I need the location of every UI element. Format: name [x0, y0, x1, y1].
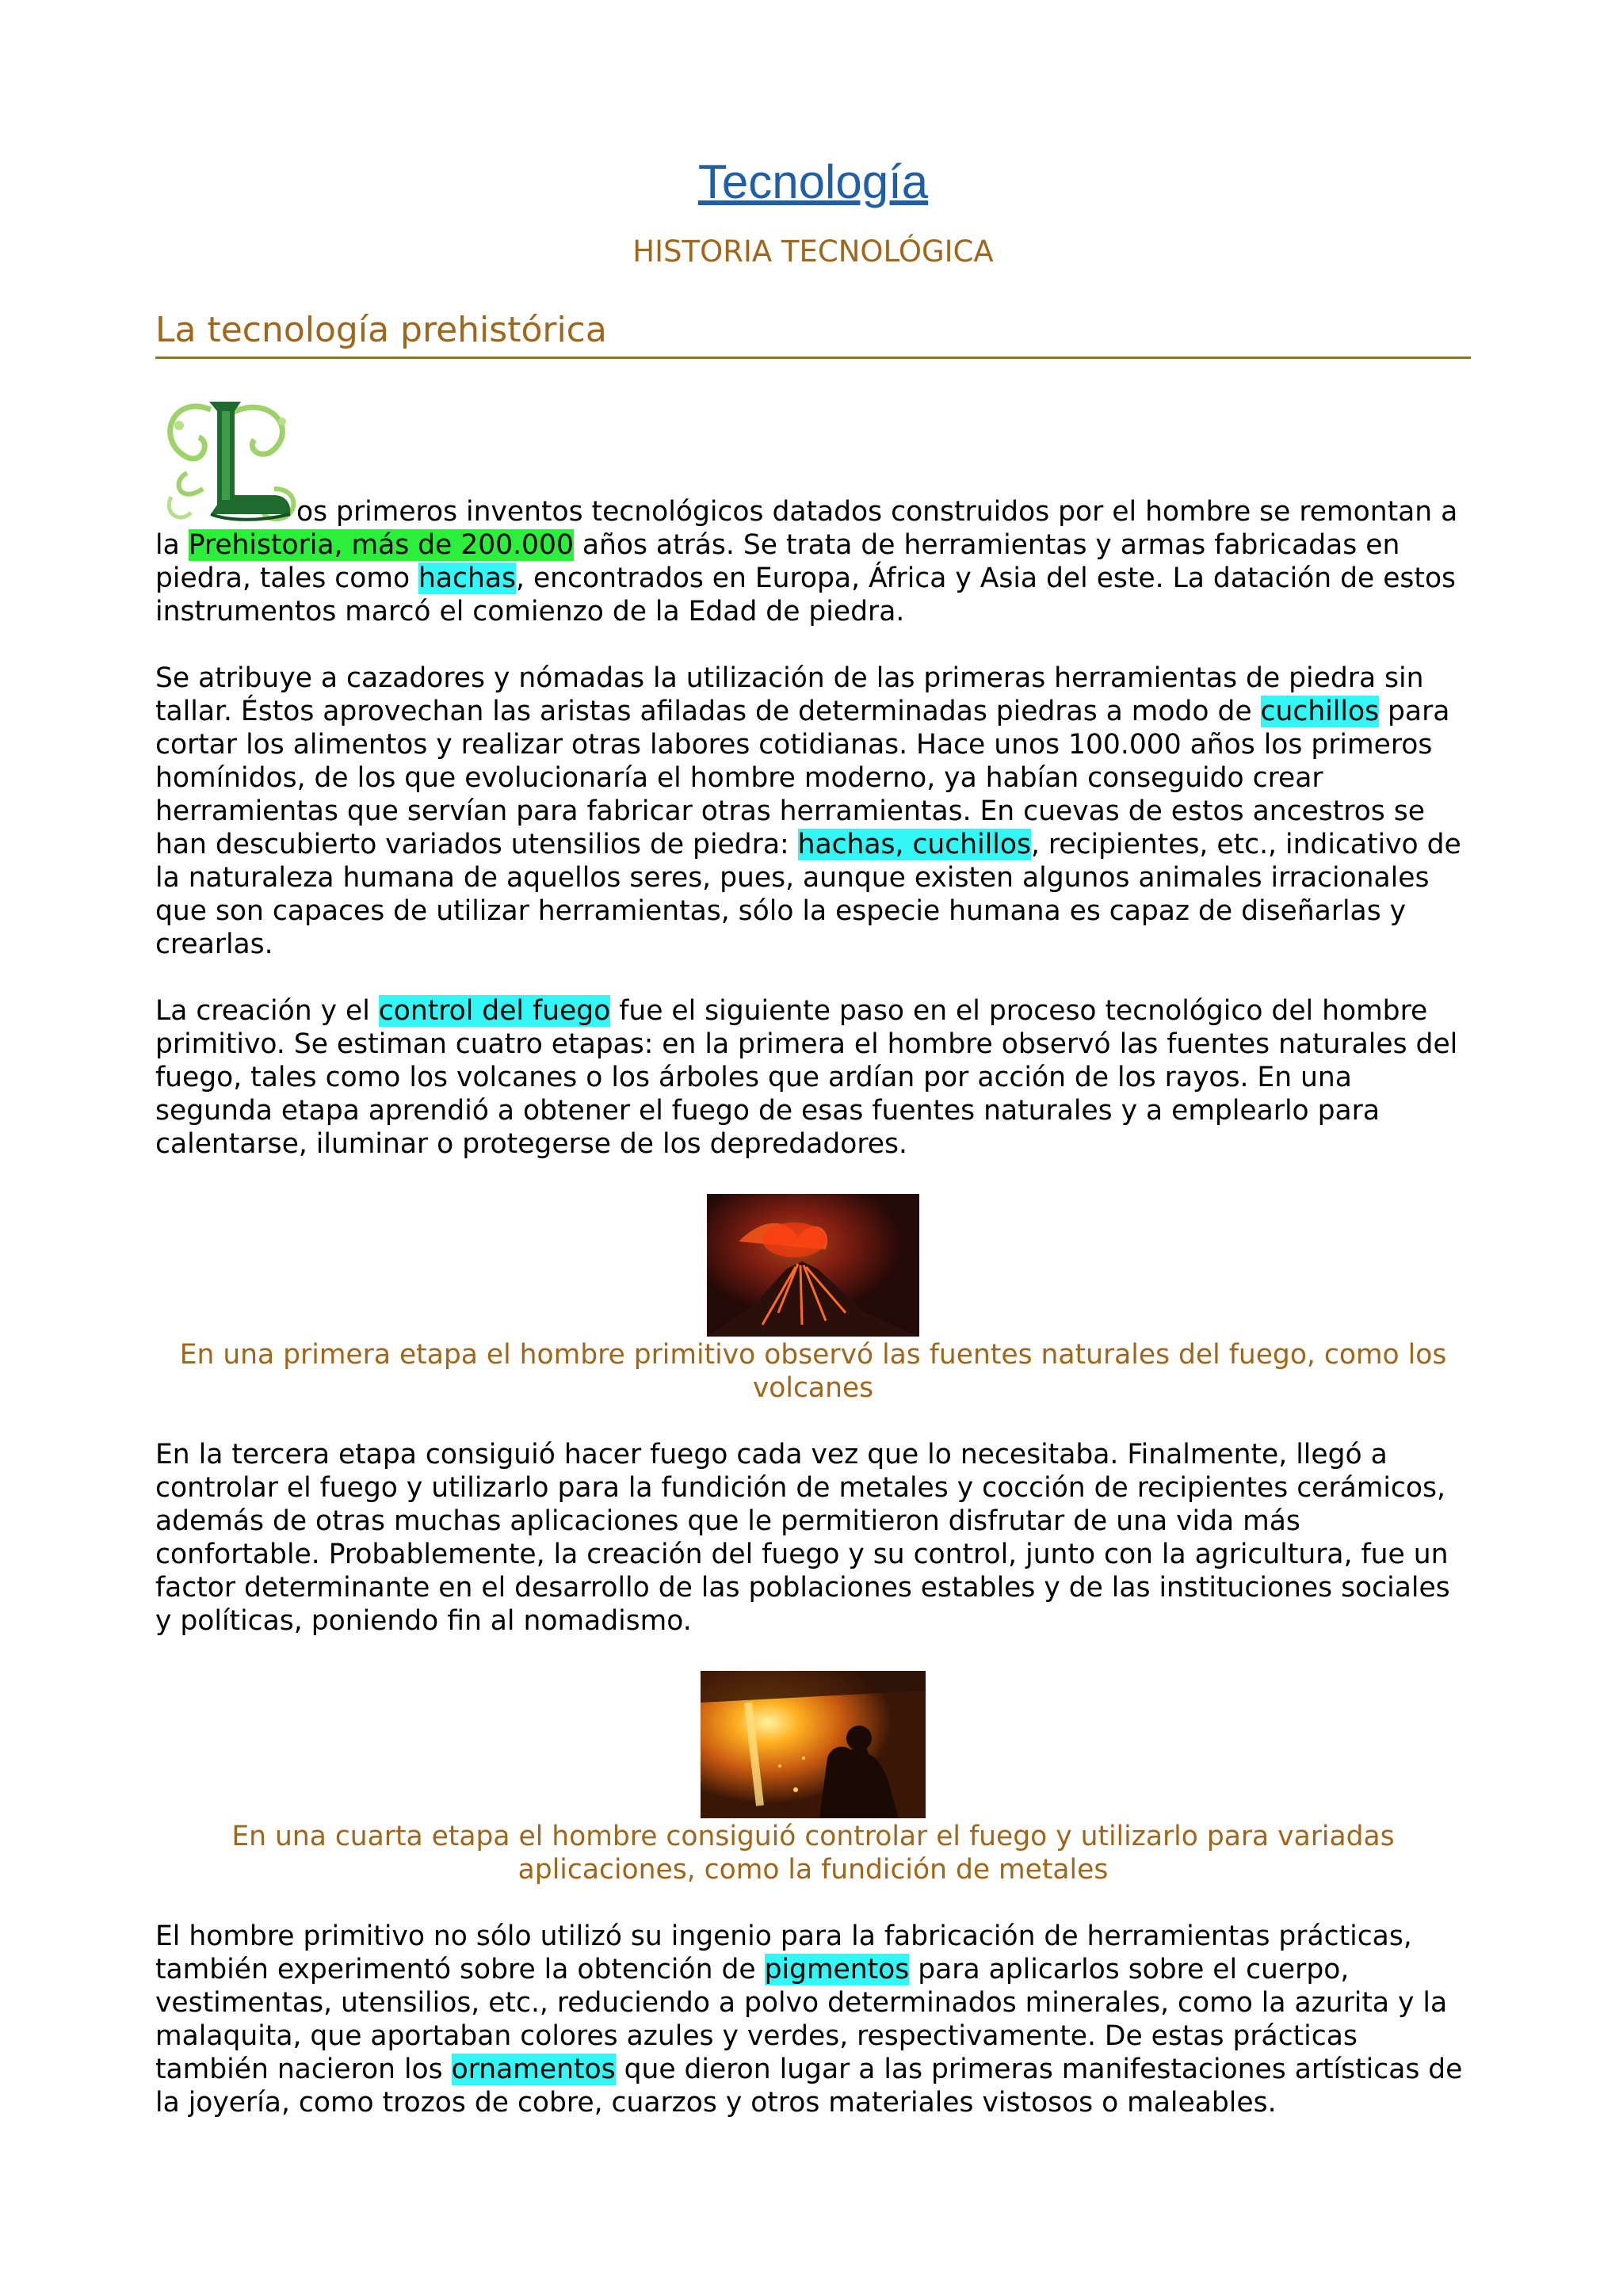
paragraph-1-first-line: os primeros inventos tecnológicos datados construidos por el hombre se remontan a — [296, 496, 1458, 528]
decorative-initial-l-icon — [155, 394, 298, 528]
figure-volcano — [155, 1194, 1471, 1337]
text-run: fue el siguiente paso en el proceso tecnológico del hombre primitivo. Se estiman cuatro etapas: en la primera el hombre observó las fuentes naturales del fuego, tales como los volcanes o los árboles que ardían por acción de los rayos. En una segunda etapa aprendió a obtener el fuego de esas fuentes naturales y a emplearlo para calentarse, iluminar o protegerse de los depredadores. — [155, 995, 1458, 1160]
document-title[interactable]: Tecnología — [697, 155, 929, 208]
text-run: para aplicarlos sobre el cuerpo, vestimentas, utensilios, etc., reduciendo a polvo determinados minerales, como la azurita y la malaquita, que aportaban colores azules y verdes, respectivamente. De estas prácticas también nacieron los — [155, 1954, 1448, 2085]
paragraph-3 — [155, 994, 1471, 1161]
highlight-cyan: pigmentos — [764, 1954, 910, 1985]
text-run: años atrás. Se trata de herramientas y armas fabricadas en piedra, tales como — [155, 529, 1400, 594]
text-run: El hombre primitivo no sólo utilizó su ingenio para la fabricación de herramientas prácticas, también experimentó sobre la obtención de — [155, 1920, 1412, 1985]
highlight-green: Prehistoria, más de 200.000 — [188, 529, 574, 561]
text-run: que dieron lugar a las primeras manifestaciones artísticas de la joyería, como trozos de cobre, cuarzos y otros materiales vistosos o maleables. — [155, 2054, 1463, 2119]
document-subtitle: HISTORIA TECNOLÓGICA — [632, 235, 994, 269]
text-run: , recipientes, etc., indicativo de la naturaleza humana de aquellos seres, pues, aunque existen algunos animales irracionales que son capaces de utilizar herramientas, sólo la especie humana es capaz de diseñarlas y crearlas. — [155, 829, 1461, 960]
section-heading: La tecnología prehistórica — [155, 307, 1471, 359]
text-run: para cortar los alimentos y realizar otras labores cotidianas. Hace unos 100.000 años los primeros homínidos, de los que evolucionaría el hombre moderno, ya habían conseguido crear herramientas que servían para fabricar otras herramientas. En cuevas de estos ancestros se han descubierto variados utensilios de piedra: — [155, 696, 1450, 860]
highlight-cyan: control del fuego — [378, 995, 611, 1027]
document-page — [155, 151, 1471, 2119]
figure-metal-casting — [155, 1671, 1471, 1818]
text-run: , encontrados en Europa, África y Asia del este. La datación de estos instrumentos marcó el comienzo de la Edad de piedra. — [155, 563, 1457, 627]
highlight-cyan: cuchillos — [1260, 696, 1380, 727]
highlight-cyan: ornamentos — [451, 2054, 616, 2085]
figure-2-caption: En una cuarta etapa el hombre consiguió controlar el fuego y utilizarlo para variadas aplicaciones, como la fundición de metales — [231, 1821, 1395, 1886]
paragraph-1 — [155, 394, 1471, 628]
text-run: la — [155, 529, 189, 561]
paragraph-2 — [155, 662, 1471, 961]
highlight-cyan: hachas — [418, 563, 517, 594]
volcano-image — [707, 1194, 919, 1337]
figure-1-caption: En una primera etapa el hombre primitivo observó las fuentes naturales del fuego, como los volcanes — [179, 1339, 1447, 1404]
highlight-cyan: hachas, cuchillos — [797, 829, 1031, 860]
paragraph-4: En la tercera etapa consiguió hacer fuego cada vez que lo necesitaba. Finalmente, llegó a controlar el fuego y utilizarlo para la fundición de metales y cocción de recipientes cerámicos, además de otras muchas aplicaciones que le permitieron disfrutar de una vida más confortable. Probablemente, la creación del fuego y su control, junto con la agricultura, fue un factor determinante en el desarrollo de las poblaciones estables y de las instituciones sociales y políticas, poniendo fin al nomadismo. — [155, 1439, 1450, 1637]
text-run: La creación y el — [155, 995, 379, 1027]
text-run: Se atribuye a cazadores y nómadas la utilización de las primeras herramientas de piedra sin tallar. Éstos aprovechan las aristas afiladas de determinadas piedras a modo de — [155, 662, 1424, 727]
paragraph-1-text — [155, 528, 1471, 628]
paragraph-5 — [155, 1920, 1471, 2119]
metal-casting-image — [701, 1671, 926, 1818]
